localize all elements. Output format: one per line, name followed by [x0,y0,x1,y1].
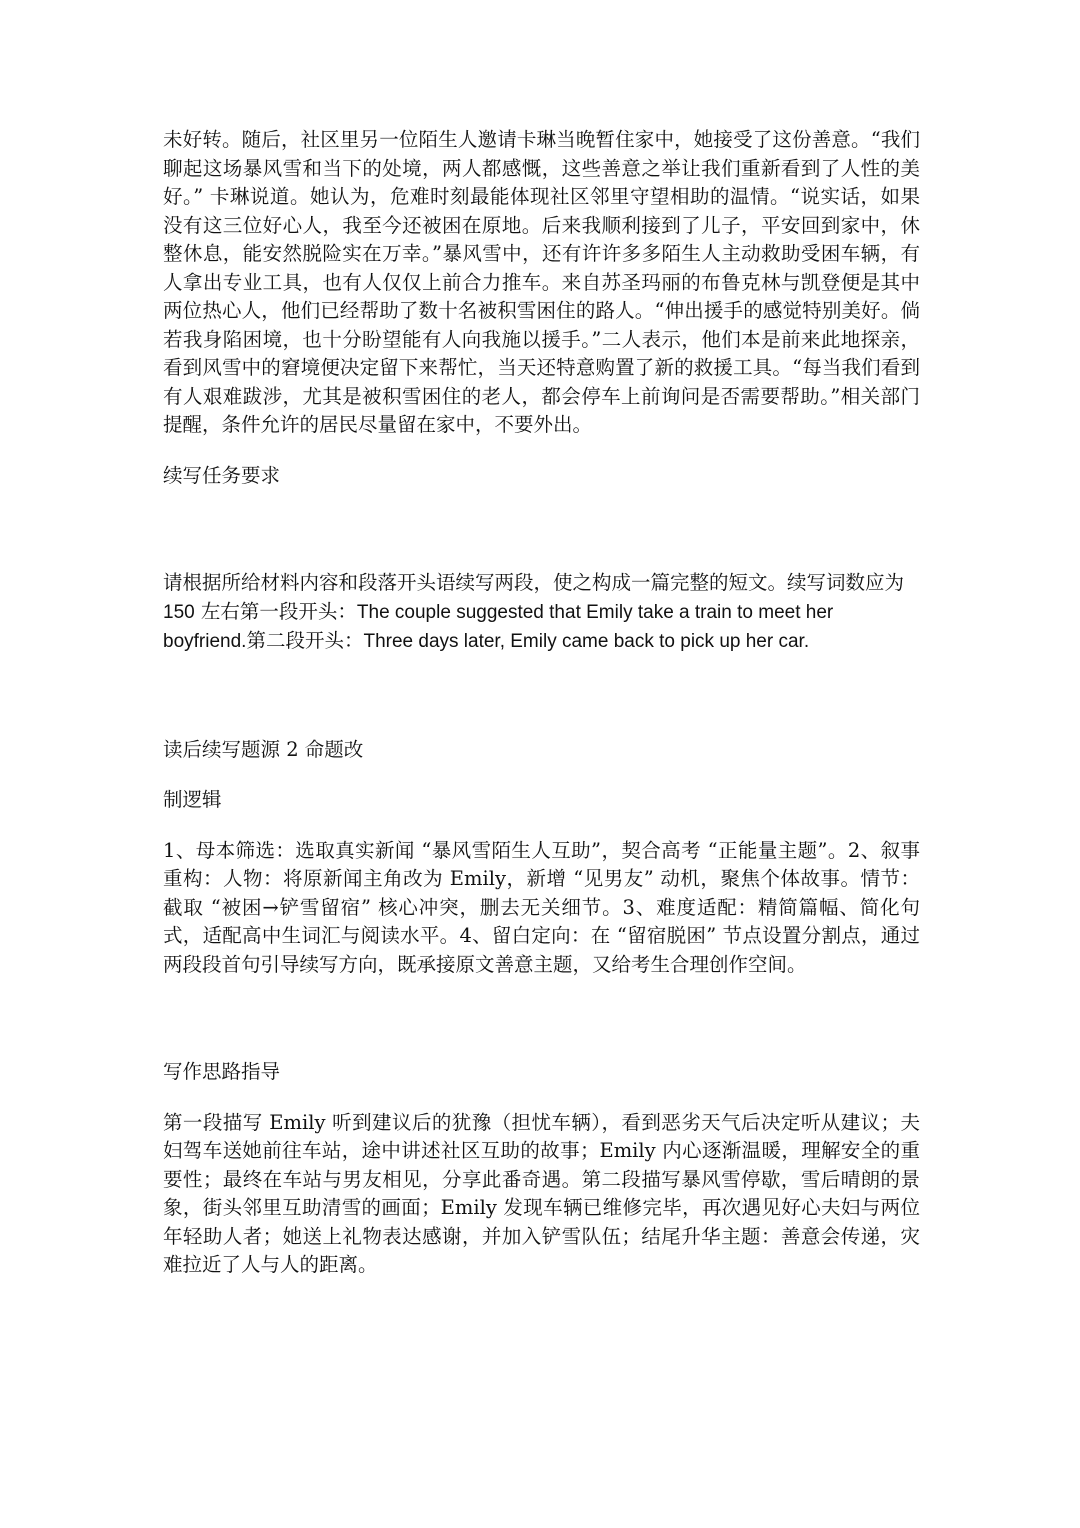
intro-paragraph: 未好转。随后，社区里另一位陌生人邀请卡琳当晚暂住家中，她接受了这份善意。“我们聊起这场暴风雪和当下的处境，两人都感慨，这些善意之举让我们重新看到了人性的美好。” 卡琳说道。她认为，危难时刻最能体现社区邻里守望相助的温情。“说实话，如果没有这三位好心人，我至今还被困在原地。后来我顺利接到了儿子，平安回到家中，休整休息，能安然脱险实在万幸。”暴风雪中，还有许许多多陌生人主动救助受困车辆，有人拿出专业工具，也有人仅仅上前合力推车。来自苏圣玛丽的布鲁克林与凯登便是其中两位热心人，他们已经帮助了数十名被积雪困住的路人。“伸出援手的感觉特别美好。倘若我身陷困境，也十分盼望能有人向我施以援手。”二人表示，他们本是前来此地探亲，看到风雪中的窘境便决定留下来帮忙，当天还特意购置了新的救援工具。“每当我们看到有人艰难跋涉，尤其是被积雪困住的老人，都会停车上前询问是否需要帮助。”相关部门提醒，条件允许的居民尽量留在家中，不要外出。 [163,128,920,436]
logic-paragraph: 1、母本筛选：选取真实新闻 “暴风雪陌生人互助”，契合高考 “正能量主题”。2、叙事重构：人物：将原新闻主角改为 Emily，新增 “见男友” 动机，聚焦个体故事。情节：截取 “被困→铲雪留宿” 核心冲突，删去无关细节。3、难度适配：精简篇幅、简化句式，适配高中生词汇与阅读水平。4、留白定向：在 “留宿脱困” 节点设置分割点，通过两段段首句引导续写方向，既承接原文善意主题，又给考生合理创作空间。 [163,838,920,976]
task-para1-opening: The couple suggested that Emily take a train to meet her boyfriend. [163,601,834,652]
document-page [163,126,920,1280]
source-heading: 读后续写题源 2 命题改 [163,737,364,761]
task-word-count: 150 [163,601,195,623]
task-heading: 续写任务要求 [163,463,281,487]
task-para2-opening: Three days later, Emily came back to pick up her car. [363,631,810,652]
logic-heading: 制逻辑 [163,788,222,811]
task-paragraph [163,569,920,657]
task-text-cn-3: 第二段开头： [246,629,364,652]
task-text-cn-2: 左右第一段开头： [194,599,357,623]
guide-heading: 写作思路指导 [163,1060,281,1083]
task-text-cn-1: 请根据所给材料内容和段落开头语续写两段，使之构成一篇完整的短文。续写词数应为 [163,571,905,594]
guide-paragraph: 第一段描写 Emily 听到建议后的犹豫（担忧车辆），看到恶劣天气后决定听从建议；夫妇驾车送她前往车站，途中讲述社区互助的故事；Emily 内心逐渐温暖，理解安全的重要性；最终在车站与男友相见，分享此番奇遇。第二段描写暴风雪停歇，雪后晴朗的景象，街头邻里互助清雪的画面；Emily 发现车辆已维修完毕，再次遇见好心夫妇与两位年轻助人者；她送上礼物表达感谢，并加入铲雪队伍；结尾升华主题：善意会传递，灾难拉近了人与人的距离。 [163,1110,920,1276]
